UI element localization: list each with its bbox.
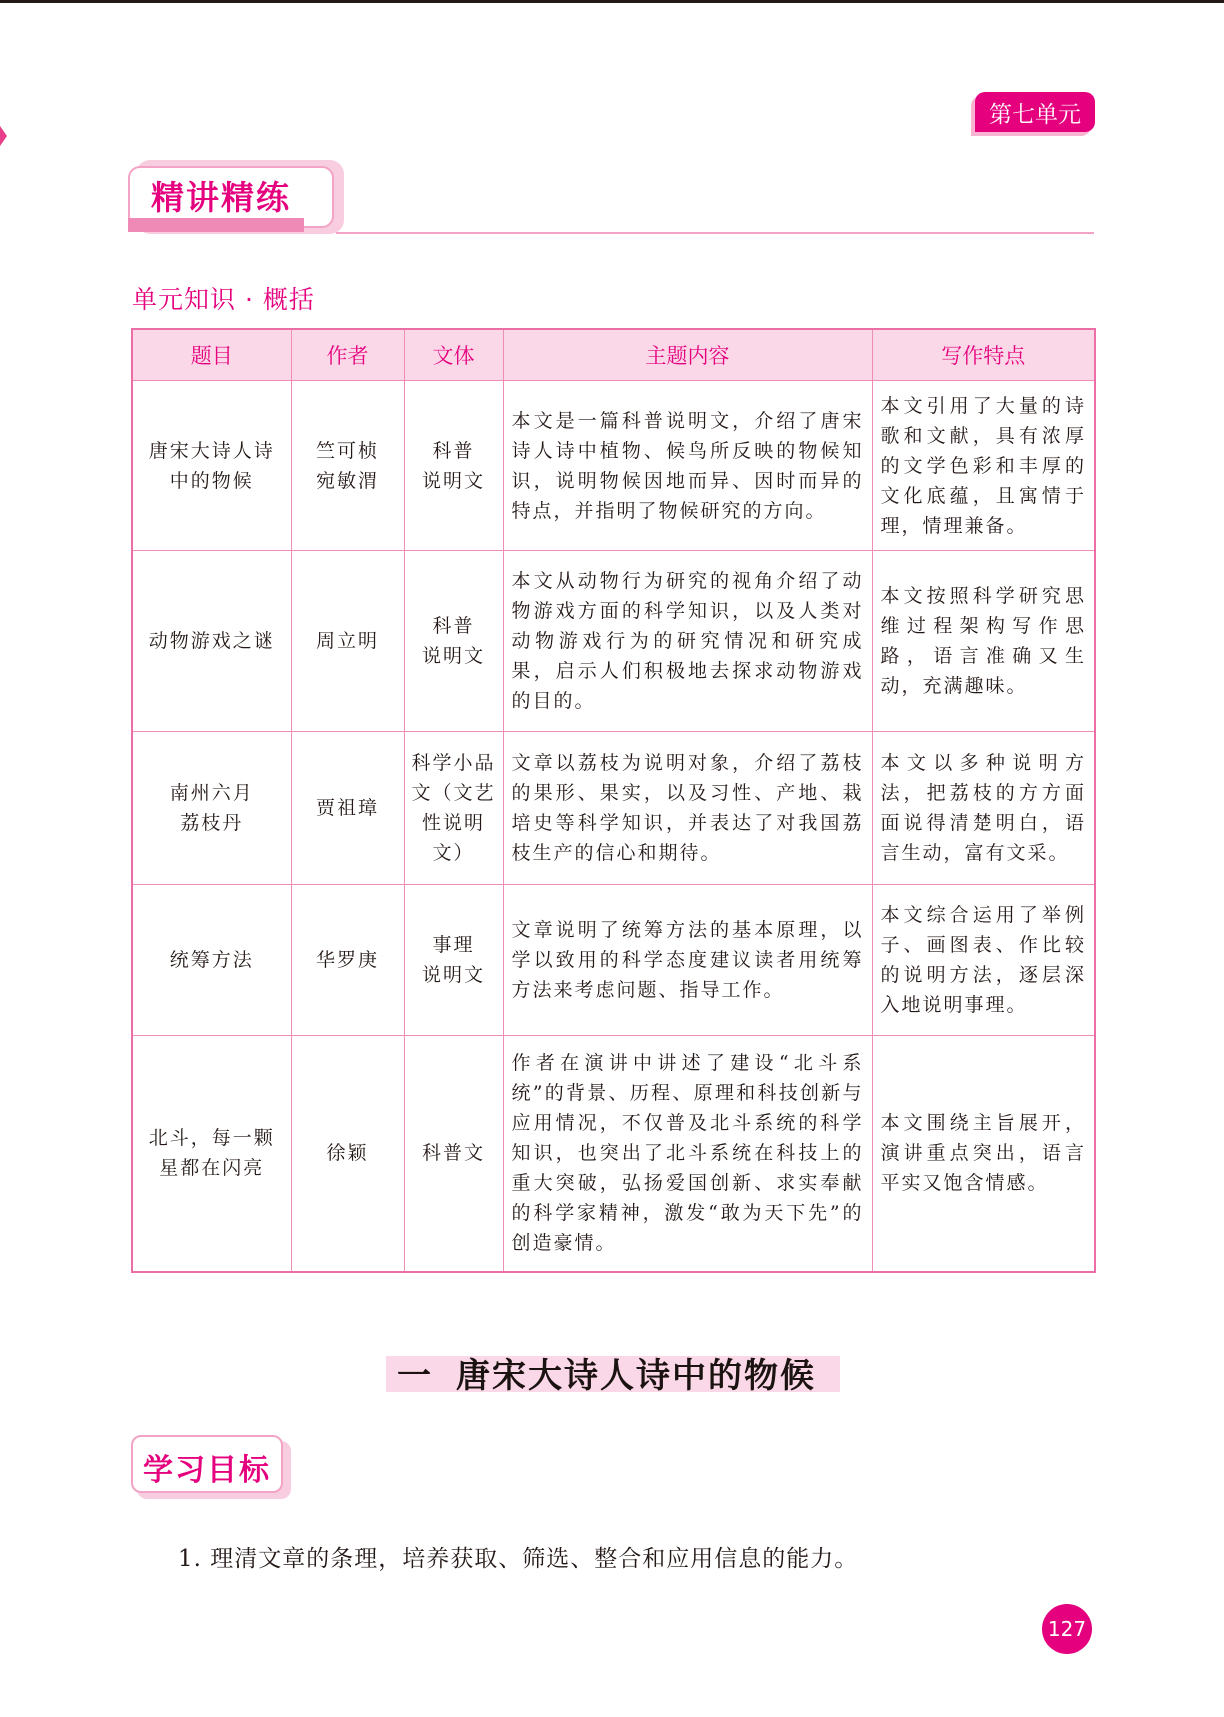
section-heading-underline — [128, 218, 304, 232]
page-corner-marker — [0, 126, 7, 146]
cell-theme: 文章以荔枝为说明对象，介绍了荔枝的果形、果实，以及习性、产地、栽培史等科学知识，并表达了对我国荔枝生产的信心和期待。 — [503, 732, 872, 885]
cell-author: 华罗庚 — [291, 885, 404, 1036]
cell-genre: 科普 说明文 — [404, 551, 503, 732]
goals-heading: 学习目标 — [143, 1453, 271, 1488]
cell-theme: 本文从动物行为研究的视角介绍了动物游戏方面的科学知识，以及人类对动物游戏行为的研究情况和研究成果，启示人们积极地去探求动物游戏的目的。 — [503, 551, 872, 732]
goal-item: 1. 理清文章的条理，培养获取、筛选、整合和应用信息的能力。 — [178, 1546, 859, 1572]
section-title: 精讲精练 — [151, 178, 291, 217]
cell-theme: 作者在演讲中讲述了建设“北斗系统”的背景、历程、原理和科技创新与应用情况，不仅普及北斗系统的科学知识，也突出了北斗系统在科技上的重大突破，弘扬爱国创新、求实奉献的科学家精神，激发“敢为天下先”的创造豪情。 — [503, 1036, 872, 1272]
cell-feature: 本文围绕主旨展开，演讲重点突出，语言平实又饱含情感。 — [872, 1036, 1095, 1272]
column-header-feature: 写作特点 — [872, 329, 1095, 381]
unit-summary-table — [131, 328, 1096, 1273]
cell-author: 周立明 — [291, 551, 404, 732]
cell-feature: 本文引用了大量的诗歌和文献，具有浓厚的文学色彩和丰厚的文化底蕴，且寓情于理，情理兼备。 — [872, 381, 1095, 551]
column-header-title: 题目 — [132, 329, 291, 381]
cell-genre: 科普 说明文 — [404, 381, 503, 551]
column-header-author: 作者 — [291, 329, 404, 381]
section-subtitle: 单元知识 · 概括 — [132, 285, 315, 314]
table-header-row — [132, 329, 1095, 381]
top-rule — [0, 0, 1224, 3]
cell-author: 徐颖 — [291, 1036, 404, 1272]
cell-title: 唐宋大诗人诗中的物候 — [132, 381, 291, 551]
cell-author: 竺可桢 宛敏渭 — [291, 381, 404, 551]
table-row — [132, 885, 1095, 1036]
cell-feature: 本文综合运用了举例子、画图表、作比较的说明方法，逐层深入地说明事理。 — [872, 885, 1095, 1036]
cell-author: 贾祖璋 — [291, 732, 404, 885]
cell-title: 统筹方法 — [132, 885, 291, 1036]
cell-theme: 文章说明了统筹方法的基本原理，以学以致用的科学态度建议读者用统筹方法来考虑问题、指导工作。 — [503, 885, 872, 1036]
lesson-number: 一 — [397, 1356, 431, 1396]
cell-theme: 本文是一篇科普说明文，介绍了唐宋诗人诗中植物、候鸟所反映的物候知识，说明物候因地而异、因时而异的特点，并指明了物候研究的方向。 — [503, 381, 872, 551]
lesson-heading — [386, 1348, 840, 1397]
column-header-genre: 文体 — [404, 329, 503, 381]
section-rule — [336, 232, 1094, 234]
lesson-title: 唐宋大诗人诗中的物候 — [456, 1356, 816, 1396]
unit-tab: 第七单元 — [975, 92, 1095, 132]
column-header-theme: 主题内容 — [503, 329, 872, 381]
table-row — [132, 1036, 1095, 1272]
page-number: 127 — [1042, 1604, 1092, 1654]
cell-title: 南州六月 荔枝丹 — [132, 732, 291, 885]
cell-feature: 本文按照科学研究思维过程架构写作思路，语言准确又生动，充满趣味。 — [872, 551, 1095, 732]
table-row — [132, 381, 1095, 551]
table-row — [132, 732, 1095, 885]
cell-title: 北斗，每一颗星都在闪亮 — [132, 1036, 291, 1272]
table-row — [132, 551, 1095, 732]
goals-heading-box — [131, 1435, 291, 1499]
section-heading-box — [128, 160, 344, 234]
cell-genre: 事理 说明文 — [404, 885, 503, 1036]
cell-genre: 科普文 — [404, 1036, 503, 1272]
cell-feature: 本文以多种说明方法，把荔枝的方方面面说得清楚明白，语言生动，富有文采。 — [872, 732, 1095, 885]
cell-title: 动物游戏之谜 — [132, 551, 291, 732]
cell-genre: 科学小品文（文艺性说明文） — [404, 732, 503, 885]
